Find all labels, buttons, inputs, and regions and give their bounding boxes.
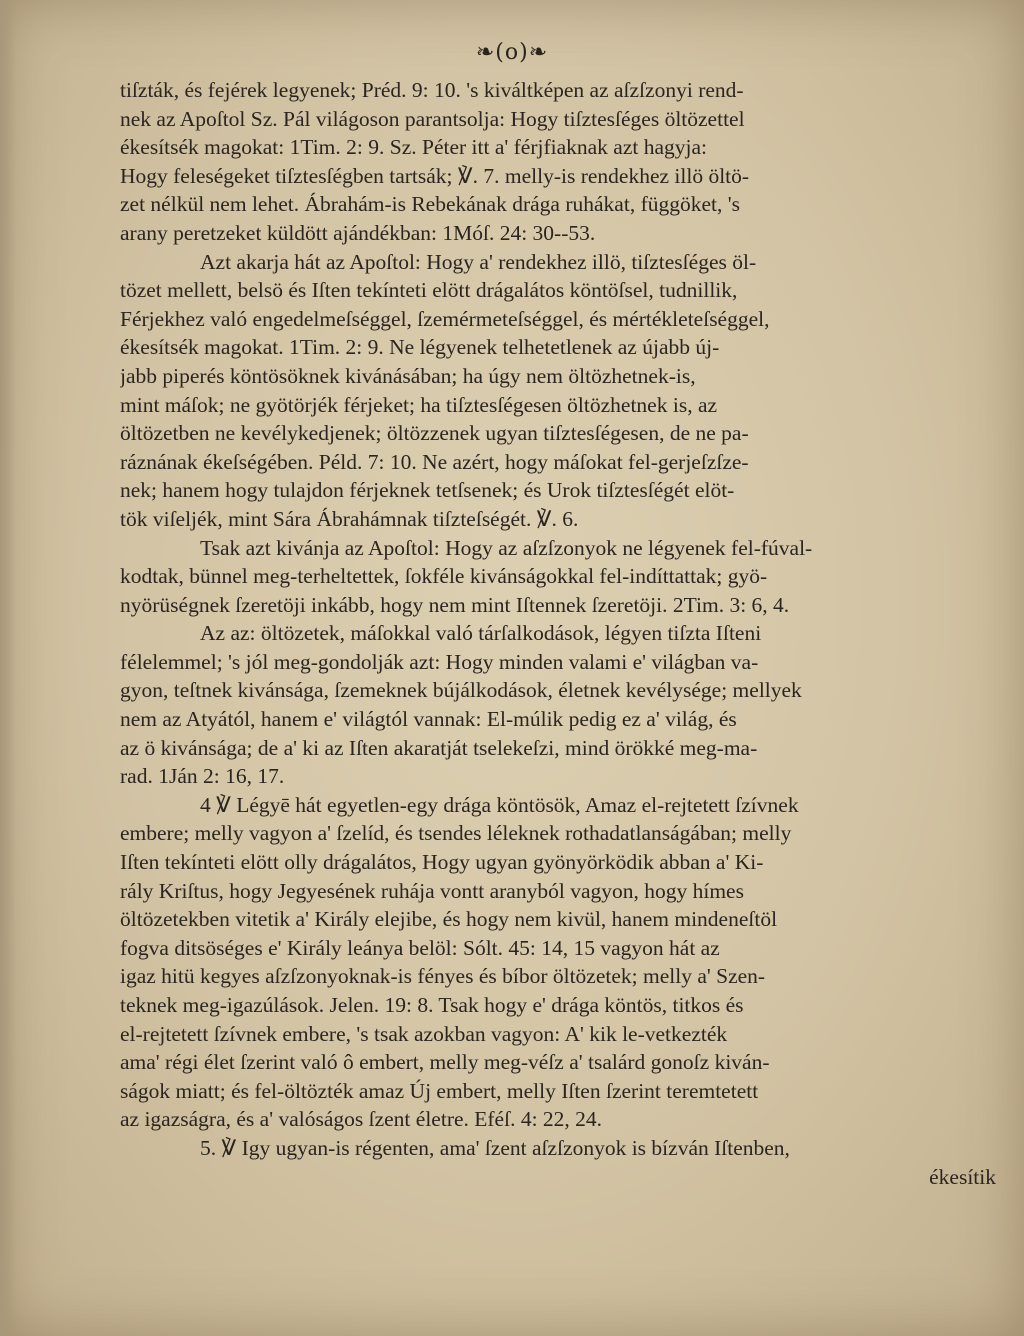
text-line: tözet mellett, belsö és Iſten tekínteti elött drágalátos köntöſsel, tudnillik,: [120, 278, 738, 303]
text-line: ama' régi élet ſzerint való ô embert, melly meg-véſz a' tsalárd gonoſz kiván-: [120, 1050, 770, 1075]
text-line: az ö kivánsága; de a' ki az Iſten akaratját tselekeſzi, mind örökké meg-ma-: [120, 735, 758, 760]
text-line: öltözetben ne kevélykedjenek; öltözzenek ugyan tiſztesſégesen, de ne pa-: [120, 421, 749, 446]
text-line: öltözetekben vitetik a' Király elejibe, és hogy nem kivül, hanem mindeneſtöl: [120, 907, 778, 932]
text-line: arany peretzeket küldött ajándékban: 1Móſ. 24: 30--53.: [120, 220, 596, 245]
text-line: teknek meg-igazúlások. Jelen. 19: 8. Tsak hogy e' drága köntös, titkos és: [120, 993, 744, 1017]
text-line: rad. 1Ján 2: 16, 17.: [120, 764, 285, 789]
text-line: Hogy feleségeket tiſztesſégben tartsák; ℣. 7. melly-is rendekhez illö öltö-: [120, 163, 750, 188]
page-header-ornament: ❧(o)❧: [475, 40, 549, 65]
text-line: az igazságra, és a' valóságos ſzent életre. Eféſ. 4: 22, 24.: [120, 1107, 603, 1132]
text-line: Az az: öltözetek, máſokkal való tárſalkodások, légyen tiſzta Iſteni: [200, 621, 762, 646]
text-line: nyörüségnek ſzeretöji inkább, hogy nem mint Iſtennek ſzeretöji. 2Tim. 3: 6, 4.: [120, 592, 790, 617]
text-line: nem az Atyától, hanem e' világtól vannak: El-múlik pedig ez a' világ, és: [120, 707, 737, 732]
text-line: gyon, teſtnek kivánsága, ſzemeknek bújálkodások, életnek kevélysége; mellyek: [120, 678, 802, 703]
text-line: igaz hitü kegyes aſzſzonyoknak-is fényes és bíbor öltözetek; melly a' Szen-: [120, 964, 766, 989]
text-line: tiſzták, és fejérek legyenek; Préd. 9: 10. 's kiváltképen az aſzſzonyi rend-: [120, 78, 744, 102]
text-line: rály Kriſtus, hogy Jegyesének ruhája vontt aranyból vagyon, hogy hímes: [120, 878, 744, 903]
text-line: nek az Apoſtol Sz. Pál világoson parantsolja: Hogy tiſztesſéges öltözettel: [120, 106, 745, 131]
page-left-edge: [0, 0, 16, 1336]
text-line: ságok miatt; és fel-öltözték amaz Új embert, melly Iſten ſzerint teremtetett: [120, 1078, 759, 1103]
text-line: félelemmel; 's jól meg-gondolják azt: Hogy minden valami e' világban va-: [120, 649, 759, 674]
text-line: jabb piperés köntösöknek kivánásában; ha úgy nem öltözhetnek-is,: [120, 363, 696, 388]
text-line: ékesítsék magokat: 1Tim. 2: 9. Sz. Péter itt a' férjfiaknak azt hagyja:: [120, 135, 708, 160]
text-line: ráznának ékeſségében. Péld. 7: 10. Ne azért, hogy máſokat fel-gerjeſzſze-: [120, 449, 749, 474]
text-line: Iſten tekínteti elött olly drágalátos, Hogy ugyan gyönyörködik abban a' Ki-: [120, 850, 764, 875]
text-line: kodtak, bünnel meg-terheltettek, ſokféle kivánságokkal fel-indíttattak; gyö-: [120, 564, 768, 589]
text-line: fogva ditsöséges e' Király leánya belöl: Sólt. 45: 14, 15 vagyon hát az: [120, 935, 720, 960]
text-line: embere; melly vagyon a' ſzelíd, és tsendes léleknek rothadatlanságában; melly: [120, 821, 792, 846]
text-line: Férjekhez való engedelmeſséggel, ſzemérmeteſséggel, és mértékleteſséggel,: [120, 306, 770, 331]
text-line: Azt akarja hát az Apoſtol: Hogy a' rendekhez illö, tiſztesſéges öl-: [200, 249, 757, 274]
catchword: ékesítik: [929, 1164, 996, 1189]
text-line: 4 ℣ Légyē hát egyetlen-egy drága köntösök, Amaz el-rejtetett ſzívnek: [200, 792, 799, 817]
text-line: zet nélkül nem lehet. Ábrahám-is Rebekának drága ruhákat, függöket, 's: [120, 192, 740, 217]
text-line: tök viſeljék, mint Sára Ábrahámnak tiſzteſségét. ℣. 6.: [120, 506, 579, 531]
text-line: nek; hanem hogy tulajdon férjeknek tetſsenek; és Urok tiſztesſégét elöt-: [120, 478, 735, 503]
text-line: 5. ℣ Igy ugyan-is régenten, ama' ſzent aſzſzonyok is bízván Iſtenben,: [200, 1135, 790, 1160]
text-line: el-rejtetett ſzívnek embere, 's tsak azokban vagyon: A' kik le-vetkezték: [120, 1021, 728, 1046]
text-line: mint máſok; ne gyötörjék férjeket; ha tiſztesſégesen öltözhetnek is, az: [120, 392, 718, 417]
text-line: Tsak azt kivánja az Apoſtol: Hogy az aſzſzonyok ne légyenek fel-fúval-: [200, 535, 813, 560]
body-text: [120, 76, 1010, 1191]
text-line: ékesítsék magokat. 1Tim. 2: 9. Ne légyenek telhetetlenek az újabb új-: [120, 335, 720, 360]
